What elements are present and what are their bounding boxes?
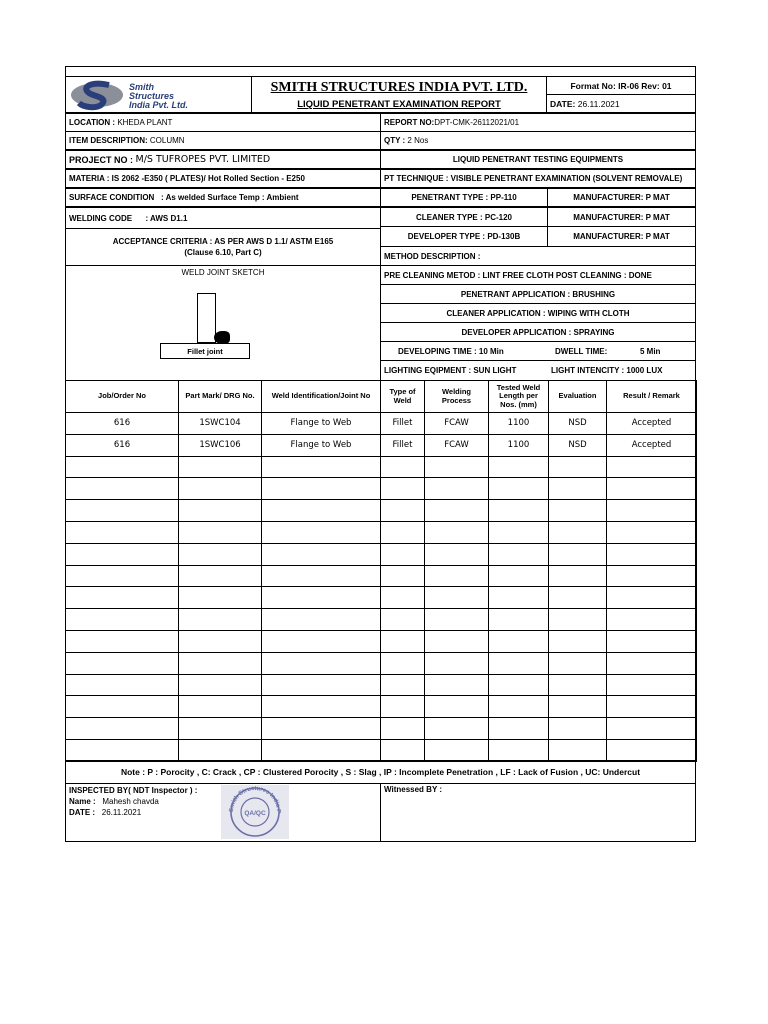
table-header-cell <box>261 380 381 413</box>
table-empty-cell <box>261 477 381 500</box>
developer-type-text: DEVELOPER TYPE : PD-130B <box>407 232 521 241</box>
format-no <box>546 76 696 95</box>
location-label: LOCATION : <box>69 118 116 127</box>
surface-label: SURFACE CONDITION <box>69 193 155 202</box>
table-empty-cell <box>488 652 549 675</box>
table-empty-cell <box>488 477 549 500</box>
table-empty-cell <box>65 630 179 653</box>
penetrant-type <box>380 188 548 207</box>
equipment-title <box>380 150 696 169</box>
table-header-label: Job/Order No <box>98 391 146 401</box>
table-data-cell <box>424 434 489 457</box>
table-empty-cell <box>488 630 549 653</box>
inspector-name-value: Mahesh chavda <box>102 797 159 806</box>
format-no-text: Format No: IR-06 Rev: 01 <box>570 80 672 91</box>
table-data-cell <box>424 412 489 435</box>
material-text: MATERIA : IS 2062 -E350 ( PLATES)/ Hot Rolled Section - E250 <box>69 174 305 183</box>
item-row <box>65 131 381 150</box>
table-empty-cell <box>178 565 262 588</box>
developer-application-text: DEVELOPER APPLICATION : SPRAYING <box>461 327 615 337</box>
developer-type <box>380 226 548 247</box>
table-empty-cell <box>380 652 425 675</box>
table-empty-cell <box>548 477 607 500</box>
table-cell-value: FCAW <box>444 418 469 429</box>
legend-note <box>65 760 696 784</box>
table-empty-cell <box>606 652 697 675</box>
sketch-label: Fillet joint <box>187 346 223 356</box>
table-empty-cell <box>261 565 381 588</box>
table-empty-cell <box>424 630 489 653</box>
stamp-company-text: Smith Structures India P <box>228 785 282 814</box>
table-empty-cell <box>261 652 381 675</box>
table-empty-cell <box>488 543 549 566</box>
table-header-cell <box>488 380 549 413</box>
table-empty-cell <box>380 586 425 609</box>
table-header-cell <box>424 380 489 413</box>
table-header-cell <box>65 380 179 413</box>
table-cell-value: Flange to Web <box>290 418 352 429</box>
lighting-equipment-text: LIGHTING EQIPMENT : SUN LIGHT <box>384 366 517 375</box>
penetrant-application-text: PENETRANT APPLICATION : BRUSHING <box>460 289 616 299</box>
table-empty-cell <box>65 477 179 500</box>
table-empty-cell <box>261 717 381 740</box>
dwell-time-label: DWELL TIME: <box>555 346 608 356</box>
table-cell-value: 1100 <box>507 440 530 451</box>
table-data-cell <box>606 434 697 457</box>
table-cell-value: FCAW <box>444 440 469 451</box>
pt-technique-text: PT TECHNIQUE : VISIBLE PENETRANT EXAMINATION (SOLVENT REMOVALE) <box>384 174 683 183</box>
table-empty-cell <box>548 586 607 609</box>
table-empty-cell <box>488 739 549 762</box>
table-empty-cell <box>548 608 607 631</box>
developer-application-row <box>380 322 696 342</box>
table-empty-cell <box>488 717 549 740</box>
table-empty-cell <box>261 586 381 609</box>
welding-code-label: WELDING CODE <box>69 213 133 223</box>
results-table <box>65 380 696 761</box>
cleaner-manufacturer <box>547 207 696 227</box>
table-cell-value: NSD <box>568 418 587 429</box>
table-empty-cell <box>606 608 697 631</box>
table-cell-value: 616 <box>113 440 131 451</box>
table-empty-cell <box>65 456 179 479</box>
table-cell-value: 1100 <box>507 418 530 429</box>
company-name: SMITH STRUCTURES INDIA PVT. LTD. <box>270 79 528 95</box>
item-value: COLUMN <box>149 136 185 145</box>
table-empty-cell <box>380 565 425 588</box>
light-intensity-text: LIGHT INTENCITY : 1000 LUX <box>551 366 663 375</box>
table-empty-cell <box>178 695 262 718</box>
table-header-label: Welding Process <box>441 386 472 405</box>
table-header-label: Tested Weld Length per Nos. (mm) <box>496 382 541 409</box>
table-cell-value: 1SWC106 <box>199 440 241 451</box>
table-empty-cell <box>548 456 607 479</box>
table-empty-cell <box>261 630 381 653</box>
cleaner-type <box>380 207 548 227</box>
table-data-cell <box>178 434 262 457</box>
company-logo <box>69 79 229 111</box>
cleaner-application-text: CLEANER APPLICATION : WIPING WITH CLOTH <box>446 308 630 318</box>
table-empty-cell <box>65 652 179 675</box>
welding-code-row <box>65 207 381 229</box>
location-row <box>65 113 381 132</box>
table-empty-cell <box>424 499 489 522</box>
logo-text-3: India Pvt. Ltd. <box>129 99 189 110</box>
table-empty-cell <box>261 499 381 522</box>
header-date <box>546 94 696 113</box>
table-empty-cell <box>261 739 381 762</box>
table-cell-value: NSD <box>568 440 587 451</box>
table-empty-cell <box>261 674 381 697</box>
table-empty-cell <box>65 739 179 762</box>
sketch-title: WELD JOINT SKETCH <box>181 268 265 277</box>
table-data-cell <box>606 412 697 435</box>
table-empty-cell <box>261 521 381 544</box>
table-empty-cell <box>65 586 179 609</box>
witnessed-by-label: Witnessed BY : <box>384 785 443 794</box>
report-no-label: REPORT NO: <box>384 118 435 127</box>
developer-manufacturer <box>547 226 696 247</box>
table-data-cell <box>488 434 549 457</box>
table-data-cell <box>488 412 549 435</box>
table-data-cell <box>65 434 179 457</box>
table-header-label: Part Mark/ DRG No. <box>185 391 255 401</box>
pre-cleaning-text: PRE CLEANING METOD : LINT FREE CLOTH POST CLEANING : DONE <box>384 270 652 280</box>
method-description <box>380 246 696 266</box>
table-empty-cell <box>178 608 262 631</box>
table-data-cell <box>65 412 179 435</box>
table-empty-cell <box>424 565 489 588</box>
table-empty-cell <box>488 499 549 522</box>
lighting-row <box>380 360 696 381</box>
table-empty-cell <box>606 630 697 653</box>
table-header-cell <box>606 380 697 413</box>
table-empty-cell <box>488 674 549 697</box>
table-empty-cell <box>65 717 179 740</box>
table-empty-cell <box>548 695 607 718</box>
table-empty-cell <box>548 543 607 566</box>
table-empty-cell <box>178 586 262 609</box>
table-empty-cell <box>261 695 381 718</box>
table-empty-cell <box>424 477 489 500</box>
table-empty-cell <box>178 630 262 653</box>
table-empty-cell <box>178 456 262 479</box>
table-empty-cell <box>424 456 489 479</box>
table-header-cell <box>380 380 425 413</box>
table-header-cell <box>178 380 262 413</box>
title-cell <box>251 76 547 113</box>
table-empty-cell <box>178 499 262 522</box>
inspection-date-value: 26.11.2021 <box>101 808 142 817</box>
location-value: KHEDA PLANT <box>117 118 173 127</box>
table-empty-cell <box>548 521 607 544</box>
table-header-label: Result / Remark <box>623 391 680 401</box>
table-data-cell <box>548 412 607 435</box>
table-cell-value: Fillet <box>392 418 413 429</box>
table-empty-cell <box>488 521 549 544</box>
table-empty-cell <box>606 674 697 697</box>
table-empty-cell <box>424 717 489 740</box>
report-sheet <box>65 66 696 842</box>
report-title: LIQUID PENETRANT EXAMINATION REPORT <box>297 98 501 110</box>
table-empty-cell <box>424 652 489 675</box>
table-empty-cell <box>178 521 262 544</box>
table-empty-cell <box>65 543 179 566</box>
header-date-value: 26.11.2021 <box>577 98 620 109</box>
table-header-cell <box>548 380 607 413</box>
table-cell-value: Accepted <box>631 418 672 429</box>
penetrant-manufacturer-text: MANUFACTURER: P MAT <box>573 193 670 202</box>
table-empty-cell <box>65 695 179 718</box>
method-description-text: METHOD DESCRIPTION : <box>384 251 481 261</box>
table-empty-cell <box>380 456 425 479</box>
table-empty-cell <box>261 456 381 479</box>
weld-joint-sketch <box>160 293 252 363</box>
table-empty-cell <box>261 608 381 631</box>
table-empty-cell <box>380 543 425 566</box>
table-empty-cell <box>548 565 607 588</box>
project-value: M/S TUFROPES PVT. LIMITED <box>135 154 271 165</box>
table-cell-value: 1SWC104 <box>199 418 241 429</box>
table-data-cell <box>380 434 425 457</box>
witnessed-by-cell <box>380 783 696 842</box>
report-no-row <box>380 113 696 132</box>
table-data-cell <box>380 412 425 435</box>
table-empty-cell <box>606 499 697 522</box>
table-empty-cell <box>424 608 489 631</box>
material-row <box>65 169 381 188</box>
surface-value: : As welded Surface Temp : Ambient <box>161 193 299 202</box>
inspected-by-cell <box>65 783 381 842</box>
project-label: PROJECT NO : <box>69 154 134 165</box>
acceptance-row <box>65 228 381 266</box>
welding-code-value: : AWS D1.1 <box>145 213 188 223</box>
sketch-cell <box>65 265 381 381</box>
table-empty-cell <box>424 674 489 697</box>
table-empty-cell <box>606 586 697 609</box>
table-empty-cell <box>606 456 697 479</box>
qty-label: QTY : <box>384 136 406 145</box>
inspected-by-label: INSPECTED BY( NDT Inspector ) : <box>69 786 198 795</box>
table-empty-cell <box>178 674 262 697</box>
penetrant-manufacturer <box>547 188 696 207</box>
table-header-label: Type of Weld <box>389 386 416 405</box>
header-date-label: DATE: <box>550 98 576 109</box>
dwell-time-value: 5 Min <box>640 346 661 356</box>
table-cell-value: Accepted <box>631 440 672 451</box>
project-row <box>65 150 381 169</box>
table-empty-cell <box>488 695 549 718</box>
table-empty-cell <box>606 521 697 544</box>
table-empty-cell <box>380 630 425 653</box>
logo-cell <box>65 76 252 113</box>
table-empty-cell <box>178 717 262 740</box>
table-empty-cell <box>488 608 549 631</box>
cleaner-application-row <box>380 303 696 323</box>
table-empty-cell <box>488 565 549 588</box>
table-empty-cell <box>424 695 489 718</box>
table-empty-cell <box>548 717 607 740</box>
table-empty-cell <box>548 739 607 762</box>
table-empty-cell <box>65 608 179 631</box>
table-empty-cell <box>606 739 697 762</box>
table-empty-cell <box>380 739 425 762</box>
equipment-title-text: LIQUID PENETRANT TESTING EQUIPMENTS <box>452 155 624 164</box>
table-empty-cell <box>548 674 607 697</box>
table-empty-cell <box>548 499 607 522</box>
table-empty-cell <box>65 499 179 522</box>
table-empty-cell <box>380 521 425 544</box>
table-empty-cell <box>424 543 489 566</box>
table-data-cell <box>178 412 262 435</box>
table-empty-cell <box>65 565 179 588</box>
table-empty-cell <box>178 543 262 566</box>
pre-cleaning-row <box>380 265 696 285</box>
qty-row <box>380 131 696 150</box>
table-empty-cell <box>424 521 489 544</box>
surface-row <box>65 188 381 207</box>
company-stamp <box>221 785 289 839</box>
table-cell-value: 616 <box>113 418 131 429</box>
inspector-name-label: Name : <box>69 797 96 806</box>
table-empty-cell <box>178 739 262 762</box>
table-empty-cell <box>178 652 262 675</box>
acceptance-line-1: ACCEPTANCE CRITERIA : AS PER AWS D 1.1/ ASTM E165 <box>112 237 334 246</box>
table-empty-cell <box>380 695 425 718</box>
inspection-date-label: DATE : <box>69 808 96 817</box>
table-empty-cell <box>424 586 489 609</box>
table-empty-cell <box>488 456 549 479</box>
logo-text-2: Structures <box>129 90 175 101</box>
table-empty-cell <box>548 652 607 675</box>
acceptance-line-2: (Clause 6.10, Part C) <box>184 248 262 257</box>
table-empty-cell <box>261 543 381 566</box>
penetrant-application-row <box>380 284 696 304</box>
table-empty-cell <box>380 717 425 740</box>
table-empty-cell <box>606 477 697 500</box>
table-header-label: Evaluation <box>558 391 597 401</box>
table-empty-cell <box>606 695 697 718</box>
table-empty-cell <box>380 499 425 522</box>
developer-manufacturer-text: MANUFACTURER: P MAT <box>573 232 670 241</box>
table-empty-cell <box>606 717 697 740</box>
table-empty-cell <box>488 586 549 609</box>
legend-note-text: Note : P : Porocity , C: Crack , CP : Clustered Porocity , S : Slag , IP : Incomplete Penetration , LF : Lack of Fusion , UC: Undercut <box>120 767 641 777</box>
qty-value: 2 Nos <box>407 136 429 145</box>
table-data-cell <box>548 434 607 457</box>
logo-text-1: Smith <box>129 81 155 92</box>
item-label: ITEM DESCRIPTION: <box>69 136 148 145</box>
table-data-cell <box>261 412 381 435</box>
stamp-qa-text: QA/QC <box>244 810 266 817</box>
table-empty-cell <box>424 739 489 762</box>
penetrant-type-text: PENETRANT TYPE : PP-110 <box>411 193 517 202</box>
table-cell-value: Fillet <box>392 440 413 451</box>
table-empty-cell <box>380 477 425 500</box>
developing-time-row <box>380 341 696 361</box>
table-empty-cell <box>606 543 697 566</box>
report-no-value: DPT-CMK-26112021/01 <box>434 118 520 127</box>
table-empty-cell <box>380 674 425 697</box>
table-empty-cell <box>178 477 262 500</box>
table-cell-value: Flange to Web <box>290 440 352 451</box>
table-data-cell <box>261 434 381 457</box>
cleaner-manufacturer-text: MANUFACTURER: P MAT <box>573 212 670 222</box>
table-header-label: Weld Identification/Joint No <box>271 391 371 401</box>
table-empty-cell <box>548 630 607 653</box>
pt-technique-row <box>380 169 696 188</box>
developing-time-text: DEVELOPING TIME : 10 Min <box>398 346 504 356</box>
cleaner-type-text: CLEANER TYPE : PC-120 <box>415 212 513 222</box>
table-empty-cell <box>65 521 179 544</box>
table-empty-cell <box>380 608 425 631</box>
flange-plate <box>160 343 250 359</box>
table-empty-cell <box>65 674 179 697</box>
table-empty-cell <box>606 565 697 588</box>
